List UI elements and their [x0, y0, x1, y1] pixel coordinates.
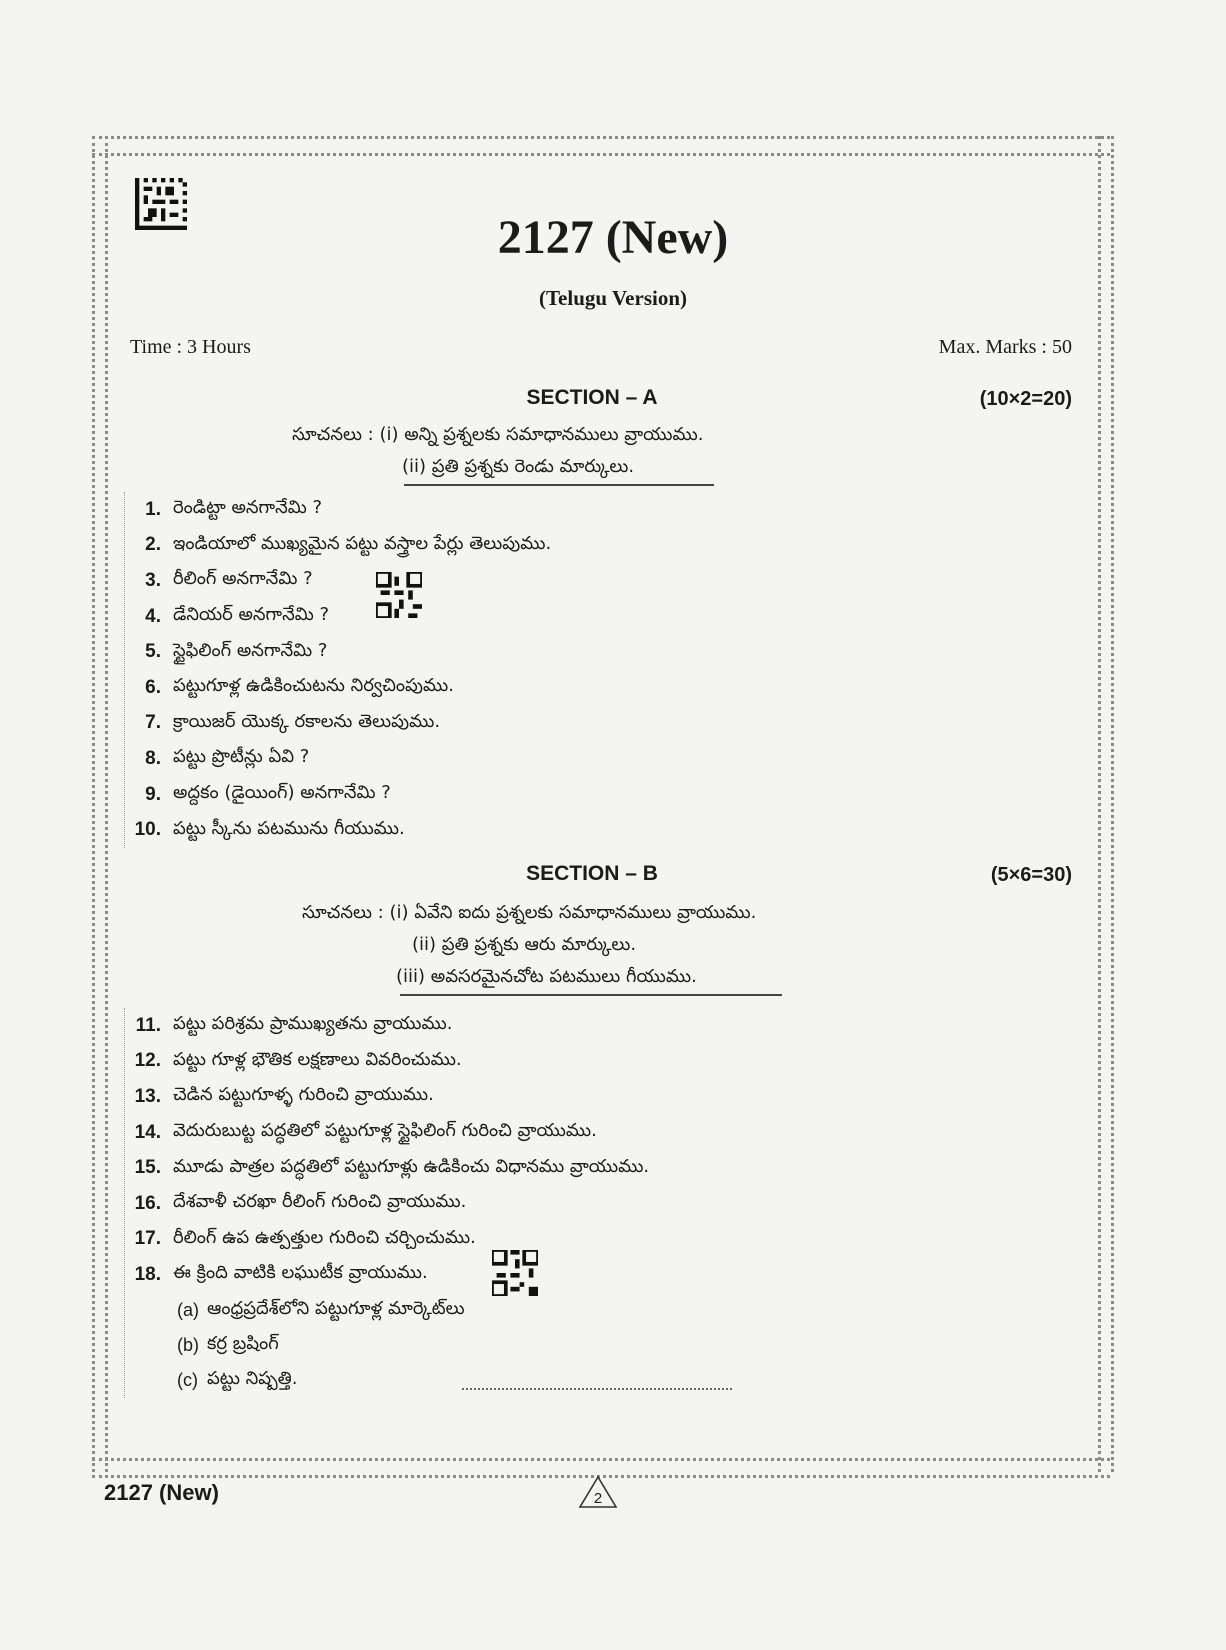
question-number: 10. [134, 819, 161, 841]
section-a-question-list [124, 492, 1105, 848]
section-a-marks: (10×2=20) [979, 388, 1072, 410]
section-b-title: SECTION – B [526, 862, 658, 885]
instruction-text: అవసరమైనచోట పటములు గీయుము. [430, 966, 697, 987]
instructions-underline [404, 484, 714, 486]
question-number: 7. [145, 712, 161, 734]
sub-question-text: కర్ర బ్రషింగ్ [207, 1332, 279, 1354]
question-text: స్టైఫిలింగ్ అనగానేమి ? [173, 639, 328, 661]
question-item [125, 706, 1105, 742]
question-text: పట్టు స్కీను పటమును గీయుము. [173, 817, 405, 839]
question-item [125, 1044, 1105, 1080]
question-number: 13. [134, 1085, 161, 1107]
section-b-question-list [124, 1008, 1105, 1398]
question-item [125, 1186, 1105, 1222]
question-text: రెండిట్టా అనగానేమి ? [173, 497, 323, 519]
question-text: పట్టు ప్రొటీన్లు ఏవి ? [173, 746, 310, 768]
instruction-text: ప్రతి ప్రశ్నకు ఆరు మార్కులు. [441, 934, 637, 955]
question-number: 14. [134, 1121, 161, 1143]
question-item [125, 528, 1105, 564]
footer-paper-code: 2127 (New) [104, 1480, 219, 1505]
question-text: అద్దకం (డైయింగ్) అనగానేమి ? [173, 782, 391, 804]
question-text: క్రాయిజర్ యొక్క రకాలను తెలుపుము. [173, 710, 441, 732]
instruction-number: (ii) [412, 934, 437, 955]
question-number: 18. [134, 1263, 161, 1285]
section-a-instruction-2 [402, 456, 634, 481]
section-b-instruction-1 [302, 902, 756, 927]
question-item [125, 812, 1105, 848]
page-number: 2 [593, 1490, 603, 1507]
question-number: 11. [135, 1014, 161, 1036]
question-number: 2. [145, 534, 161, 556]
question-text: రీలింగ్ అనగానేమి ? [173, 568, 313, 590]
question-number: 16. [134, 1192, 161, 1214]
question-item [125, 1222, 1105, 1258]
decorative-border-left [92, 136, 108, 1472]
question-item [125, 1150, 1105, 1186]
end-of-paper-line [462, 1388, 732, 1390]
instruction-number: (iii) [396, 966, 426, 987]
question-number: 12. [134, 1050, 161, 1072]
question-item [125, 492, 1105, 528]
question-number: 5. [145, 641, 161, 663]
question-text: మూడు పాత్రల పద్ధతిలో పట్టుగూళ్లు ఉడికించు విధానము వ్రాయుము. [173, 1155, 650, 1177]
sub-question-text: ఆంధ్రప్రదేశ్‌లోని పట్టుగూళ్ల మార్కెట్‌లు [207, 1297, 465, 1319]
instruction-text: అన్ని ప్రశ్నలకు సమాధానములు వ్రాయుము. [404, 424, 704, 445]
question-number: 1. [145, 498, 161, 520]
question-number: 15. [134, 1157, 161, 1179]
instruction-number: (i) [379, 424, 399, 445]
version-subtitle: (Telugu Version) [538, 286, 687, 310]
sub-question-item [125, 1293, 1105, 1328]
max-marks: Max. Marks : 50 [938, 336, 1072, 358]
sub-question-label: (c) [177, 1369, 198, 1390]
instruction-text: ఏవేని ఐదు ప్రశ్నలకు సమాధానములు వ్రాయుము. [414, 902, 757, 923]
sub-question-item [125, 1328, 1105, 1363]
question-number: 17. [134, 1228, 161, 1250]
question-text: రీలింగ్ ఉప ఉత్పత్తుల గురించి చర్చించుము. [173, 1226, 476, 1248]
question-item [125, 741, 1105, 777]
question-text: పట్టు పరిశ్రమ ప్రాముఖ్యతను వ్రాయుము. [173, 1013, 453, 1035]
instructions-underline [400, 994, 782, 996]
question-item [125, 634, 1105, 670]
sub-question-label: (b) [177, 1334, 199, 1355]
question-text: ఈ క్రింది వాటికి లఘుటీక వ్రాయుము. [173, 1262, 428, 1284]
question-item [125, 1079, 1105, 1115]
page-number-triangle-icon [578, 1475, 618, 1509]
question-text: డేనియర్ అనగానేమి ? [173, 604, 330, 626]
question-item [125, 777, 1105, 813]
question-number: 3. [145, 569, 161, 591]
question-number: 9. [145, 783, 161, 805]
sub-question-text: పట్టు నిష్పత్తి. [207, 1367, 298, 1389]
question-number: 4. [145, 605, 161, 627]
question-text: చెడిన పట్టుగూళ్ళ గురించి వ్రాయుము. [173, 1084, 434, 1106]
instruction-number: (i) [389, 902, 409, 923]
question-text: పట్టు గూళ్ల భౌతిక లక్షణాలు వివరించుము. [173, 1048, 462, 1070]
question-text: దేశవాళీ చరఖా రీలింగ్ గురించి వ్రాయుము. [173, 1191, 467, 1213]
instructions-label: సూచనలు : [302, 902, 384, 923]
section-b-instruction-2 [412, 934, 636, 959]
qr-code-icon [492, 1250, 538, 1296]
section-a-instruction-1 [292, 424, 704, 449]
decorative-border-top [92, 136, 1110, 156]
instructions-label: సూచనలు : [292, 424, 374, 445]
question-item [125, 599, 1105, 635]
time-duration: Time : 3 Hours [130, 336, 251, 358]
instruction-number: (ii) [402, 456, 427, 477]
sub-question-item [125, 1363, 1105, 1398]
question-item [125, 1115, 1105, 1151]
question-text: వెదురుబుట్ట పద్ధతిలో పట్టుగూళ్ల స్టైఫిలింగ్ గురించి వ్రాయుము. [173, 1120, 597, 1142]
section-a-title: SECTION – A [526, 386, 658, 409]
sub-question-label: (a) [177, 1299, 199, 1320]
question-item [125, 563, 1105, 599]
section-b-instruction-3 [396, 966, 697, 991]
instruction-text: ప్రతి ప్రశ్నకు రెండు మార్కులు. [431, 456, 635, 477]
section-b-marks: (5×6=30) [990, 864, 1072, 886]
question-text: ఇండియాలో ముఖ్యమైన పట్టు వస్త్రాల పేర్లు తెలుపుము. [173, 532, 552, 554]
question-item [125, 670, 1105, 706]
paper-code-title: 2127 (New) [497, 211, 729, 264]
question-item [125, 1008, 1105, 1044]
qr-code-icon [376, 572, 422, 618]
question-number: 8. [145, 747, 161, 769]
question-text: పట్టుగూళ్ల ఉడికించుటను నిర్వచింపుము. [173, 675, 454, 697]
question-item [125, 1257, 1105, 1293]
question-number: 6. [145, 676, 161, 698]
